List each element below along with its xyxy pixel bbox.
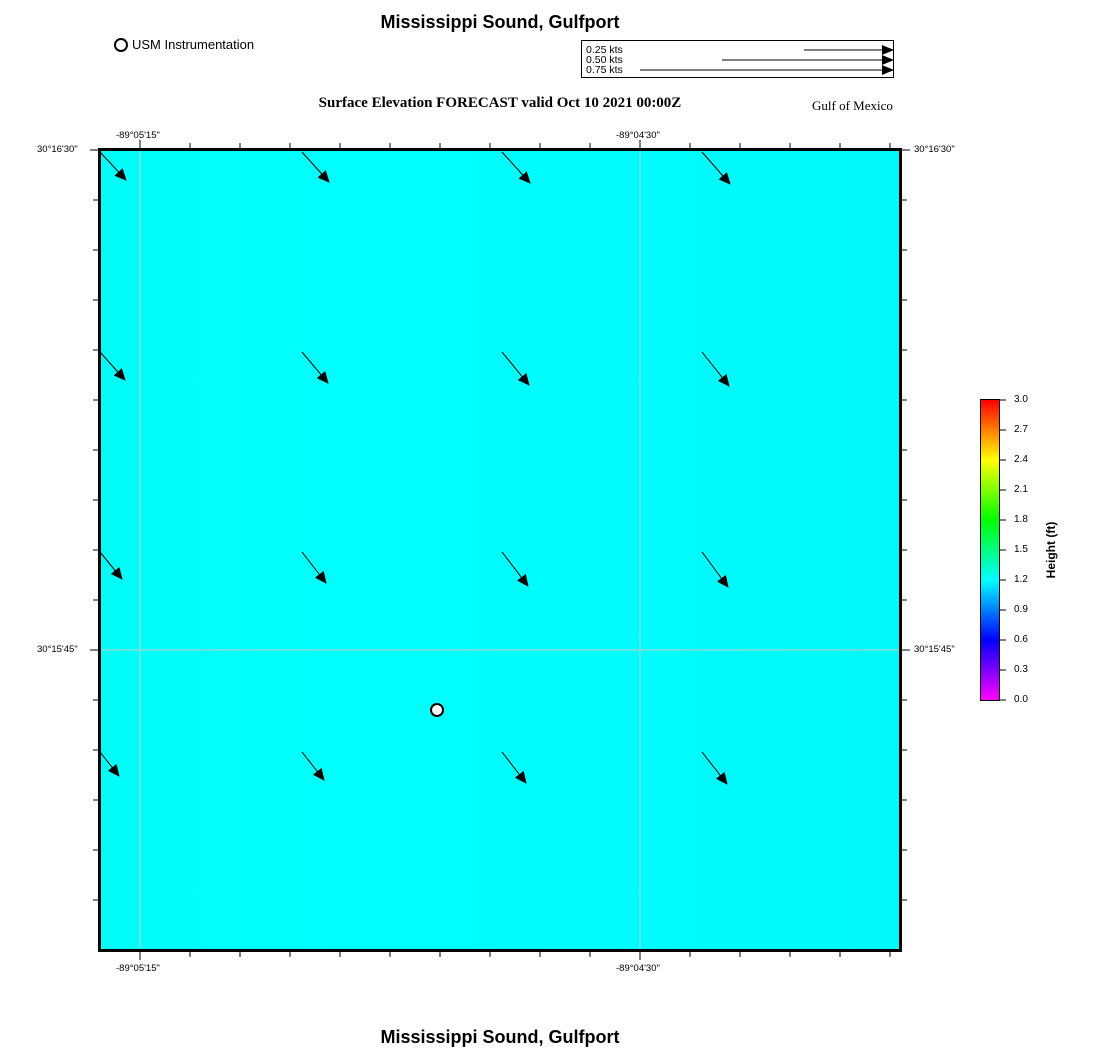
- forecast-title: Surface Elevation FORECAST valid Oct 10 2021 00:00Z: [318, 95, 682, 111]
- colorbar-tick-label: 0.9: [1014, 604, 1028, 615]
- lon-label-top-1: -89°05'15": [116, 130, 160, 141]
- lat-label-left-1: 30°16'30": [37, 144, 78, 155]
- colorbar-tick-label: 0.6: [1014, 634, 1028, 645]
- lon-label-top-2: -89°04'30": [616, 130, 660, 141]
- colorbar-tick-label: 1.8: [1014, 514, 1028, 525]
- vector-scale-label: 0.50 kts: [586, 54, 623, 66]
- vector-scale-label: 0.75 kts: [586, 64, 623, 76]
- colorbar-title: Height (ft): [1044, 521, 1058, 579]
- map-title-top: Mississippi Sound, Gulfport: [380, 12, 620, 32]
- instrument-legend-label: USM Instrumentation: [132, 37, 255, 52]
- colorbar-tick-label: 0.0: [1014, 694, 1028, 705]
- colorbar-tick-label: 2.4: [1014, 454, 1028, 465]
- lat-label-right-1: 30°16'30": [914, 144, 955, 155]
- lat-label-right-2: 30°15'45": [914, 644, 955, 655]
- map-title-bottom: Mississippi Sound, Gulfport: [380, 1027, 620, 1047]
- lon-label-bottom-1: -89°05'15": [116, 963, 160, 974]
- colorbar-tick-label: 2.7: [1014, 424, 1028, 435]
- colorbar-tick-label: 3.0: [1014, 394, 1028, 405]
- colorbar-tick-label: 0.3: [1014, 664, 1028, 675]
- lon-label-bottom-2: -89°04'30": [616, 963, 660, 974]
- colorbar-tick-label: 2.1: [1014, 484, 1028, 495]
- colorbar-tick-label: 1.5: [1014, 544, 1028, 555]
- lat-label-left-2: 30°15'45": [37, 644, 78, 655]
- region-label: Gulf of Mexico: [812, 98, 893, 113]
- colorbar-tick-label: 1.2: [1014, 574, 1028, 585]
- vector-scale-label: 0.25 kts: [586, 44, 623, 56]
